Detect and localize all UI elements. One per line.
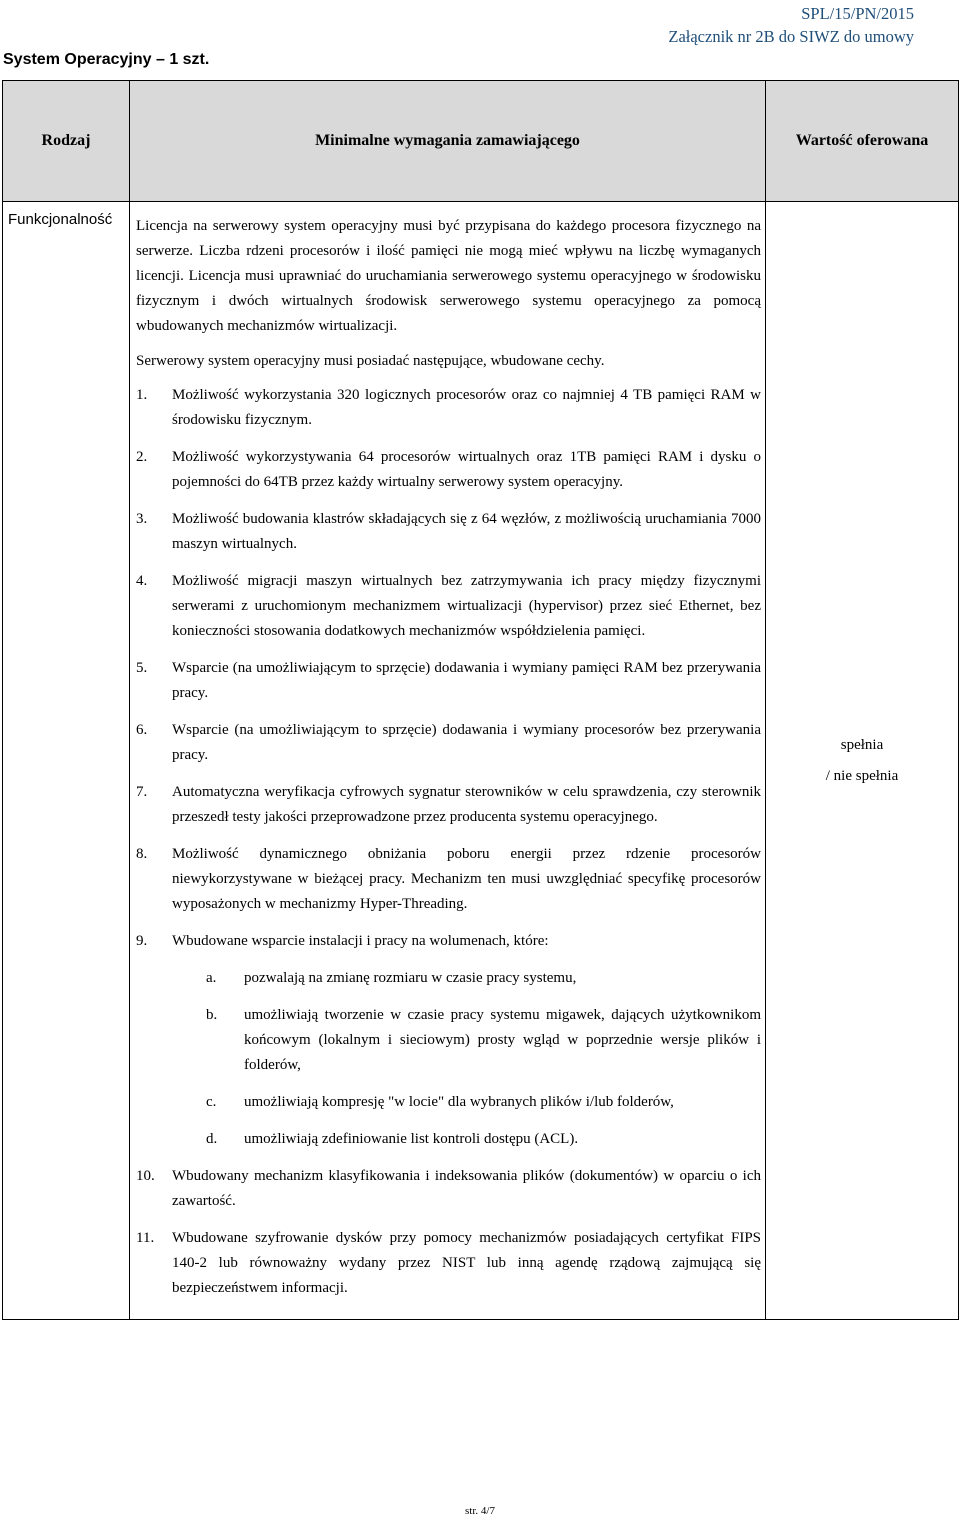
value-not-complies: / nie spełnia: [825, 767, 899, 784]
item-number: 11.: [136, 1230, 155, 1246]
list-item: [136, 929, 761, 954]
list-item: [136, 1226, 761, 1301]
features-list: [136, 383, 761, 1301]
features-lead: Serwerowy system operacyjny musi posiadać następujące, wbudowane cechy.: [136, 353, 605, 369]
item-text: Możliwość migracji maszyn wirtualnych bez zatrzymywania ich pracy między fizycznymi serwerami z uruchomionym mechanizmem wirtualizacji (hypervisor) przez sieć Ethernet, bez konieczności stosowania dodatkowych mechanizmów współdzielenia pamięci.: [172, 573, 761, 639]
item-number: 2.: [136, 449, 148, 465]
header-requirements: Minimalne wymagania zamawiającego: [130, 81, 766, 202]
list-item: [136, 1164, 761, 1214]
row-kind: Funkcjonalność: [3, 202, 130, 1320]
item-number: 1.: [136, 387, 148, 403]
item-number: 4.: [136, 573, 148, 589]
item-text: Wbudowane szyfrowanie dysków przy pomocy mechanizmów posiadających certyfikat FIPS 140-2 lub równoważny wydany przez NIST lub inną agendę rządową zajmującą się bezpieczeństwem informacji.: [172, 1230, 761, 1296]
table-header-row: [3, 81, 959, 202]
list-item: [136, 656, 761, 706]
item-text: Wsparcie (na umożliwiającym to sprzęcie) dodawania i wymiany procesorów bez przerywania pracy.: [172, 722, 761, 763]
list-item: [136, 718, 761, 768]
sub-item: [136, 1090, 761, 1115]
page-number: str. 4/7: [465, 1505, 495, 1517]
list-item: [136, 780, 761, 830]
sub-item: [136, 966, 761, 991]
sub-item-letter: c.: [206, 1094, 217, 1110]
value-complies: spełnia: [840, 736, 884, 753]
item-text: Możliwość wykorzystania 320 logicznych procesorów oraz co najmniej 4 TB pamięci RAM w środowisku fizycznym.: [172, 387, 761, 428]
header-kind: Rodzaj: [3, 81, 130, 202]
sub-item-letter: a.: [206, 970, 217, 986]
list-item: [136, 507, 761, 557]
sub-item: [136, 1003, 761, 1078]
document-reference: [668, 2, 914, 48]
item-text: Możliwość budowania klastrów składających się z 64 węzłów, z możliwością uruchamiania 7000 maszyn wirtualnych.: [172, 511, 761, 552]
item-number: 9.: [136, 933, 148, 949]
item-text: Możliwość dynamicznego obniżania poboru energii przez rdzenie procesorów niewykorzystywane w bieżącej pracy. Mechanizm ten musi uwzględniać specyfikę procesorów wyposażonych w mechanizmy Hyper-Threading.: [172, 846, 761, 912]
item-text: Możliwość wykorzystywania 64 procesorów wirtualnych oraz 1TB pamięci RAM i dysku o pojemności do 64TB przez każdy wirtualny serwerowy system operacyjny.: [172, 449, 761, 490]
sub-item-letter: d.: [206, 1131, 218, 1147]
table-row: [3, 202, 959, 1320]
sub-item-text: pozwalają na zmianę rozmiaru w czasie pracy systemu,: [244, 970, 577, 986]
license-paragraph: Licencja na serwerowy system operacyjny musi być przypisana do każdego procesora fizycznego na serwerze. Liczba rdzeni procesorów i ilość pamięci nie mogą mieć wpływu na liczbę wymaganych licencji. Licencja musi uprawniać do uruchamiania serwerowego systemu operacyjnego w środowisku fizycznym i dwóch wirtualnych środowisk serwerowego systemu operacyjnego za pomocą wbudowanych mechanizmów wirtualizacji.: [136, 218, 761, 334]
item-text: Wbudowany mechanizm klasyfikowania i indeksowania plików (dokumentów) w oparciu o ich zawartość.: [172, 1168, 761, 1209]
offered-value-cell: [766, 202, 959, 1320]
item-number: 8.: [136, 846, 148, 862]
item-number: 3.: [136, 511, 148, 527]
item-text: Wbudowane wsparcie instalacji i pracy na wolumenach, które:: [172, 933, 549, 949]
list-item: [136, 445, 761, 495]
sub-item-text: umożliwiają zdefiniowanie list kontroli dostępu (ACL).: [244, 1131, 579, 1147]
list-item: [136, 383, 761, 433]
item-text: Wsparcie (na umożliwiającym to sprzęcie) dodawania i wymiany pamięci RAM bez przerywania pracy.: [172, 660, 761, 701]
item-number: 7.: [136, 784, 148, 800]
header-value: Wartość oferowana: [766, 81, 959, 202]
annex-label: Załącznik nr 2B do SIWZ do umowy: [668, 27, 914, 46]
item-number: 5.: [136, 660, 148, 676]
sub-item-letter: b.: [206, 1007, 218, 1023]
item-number: 10.: [136, 1168, 155, 1184]
sub-item: [136, 1127, 761, 1152]
requirements-cell: [130, 202, 766, 1320]
item-number: 6.: [136, 722, 148, 738]
volume-features-sublist: [136, 966, 761, 1152]
sub-item-text: umożliwiają kompresję "w locie" dla wybranych plików i/lub folderów,: [244, 1094, 674, 1110]
list-item: [136, 569, 761, 644]
requirements-table: [2, 80, 959, 1320]
sub-item-text: umożliwiają tworzenie w czasie pracy systemu migawek, dających użytkownikom końcowym (lokalnym i sieciowym) prosty wgląd w poprzednie wersje plików i folderów,: [244, 1007, 761, 1073]
reference-number: SPL/15/PN/2015: [801, 4, 914, 23]
document-title: System Operacyjny – 1 szt.: [3, 51, 210, 68]
item-text: Automatyczna weryfikacja cyfrowych sygnatur sterowników w celu sprawdzenia, czy sterownik przeszedł testy jakości przeprowadzone przez producenta systemu operacyjnego.: [172, 784, 761, 825]
list-item: [136, 842, 761, 917]
